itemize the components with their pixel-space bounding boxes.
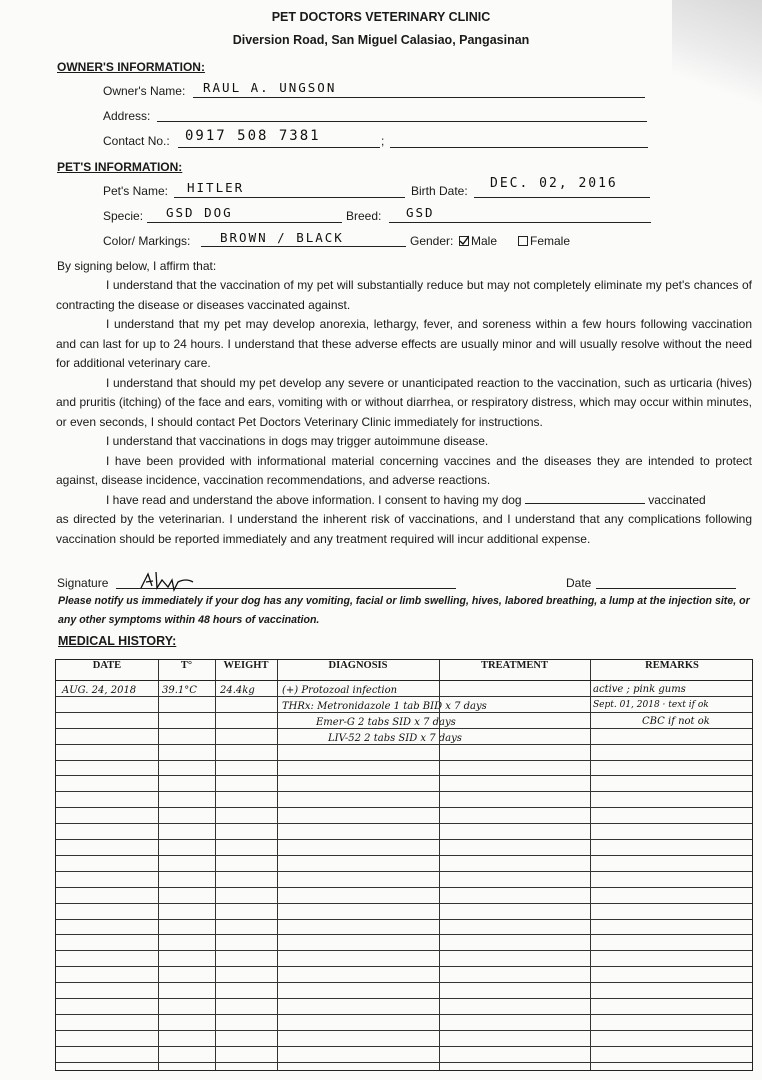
table-column-rule bbox=[439, 660, 440, 1070]
female-label: Female bbox=[530, 234, 571, 248]
col-header-remarks: REMARKS bbox=[645, 660, 699, 671]
color-label: Color/ Markings: bbox=[103, 234, 191, 248]
table-row-rule bbox=[56, 775, 752, 776]
owner-name-line bbox=[193, 97, 645, 98]
table-row-rule bbox=[56, 1014, 752, 1015]
col-header-date: DATE bbox=[92, 660, 122, 671]
medical-history-table bbox=[55, 659, 753, 1071]
entry-remarks-3[interactable]: CBC if not ok bbox=[642, 716, 710, 727]
table-column-rule bbox=[590, 660, 591, 1070]
birth-date-line bbox=[474, 197, 650, 198]
entry-date[interactable]: AUG. 24, 2018 bbox=[62, 685, 137, 696]
address-line bbox=[157, 121, 647, 122]
gender-female-option[interactable] bbox=[518, 234, 570, 248]
table-row-rule bbox=[56, 1046, 752, 1047]
color-line bbox=[201, 246, 406, 247]
pet-name-line bbox=[174, 197, 405, 198]
table-column-rule bbox=[277, 660, 278, 1070]
entry-treatment-3[interactable]: LIV-52 2 tabs SID x 7 days bbox=[328, 733, 462, 744]
col-header-treatment: TREATMENT bbox=[481, 660, 548, 671]
table-row-rule bbox=[56, 855, 752, 856]
pet-name-label: Pet's Name: bbox=[103, 184, 168, 198]
table-row-rule bbox=[56, 919, 752, 920]
color-field[interactable]: BROWN / BLACK bbox=[220, 230, 344, 245]
consent-p4: I understand that vaccinations in dogs may trigger autoimmune disease. bbox=[106, 434, 489, 448]
table-row-rule bbox=[56, 966, 752, 967]
table-column-rule bbox=[158, 660, 159, 1070]
specie-field[interactable]: GSD DOG bbox=[166, 205, 233, 220]
consent-p6c: as directed by the veterinarian. I understand the inherent risk of vaccinations, and I understand that any complications following vaccination should be reported immediately and any treatment required will incur additional expense. bbox=[56, 512, 752, 546]
contact-field[interactable]: 0917 508 7381 bbox=[185, 128, 321, 144]
contact-label: Contact No.: bbox=[103, 134, 170, 148]
table-row-rule bbox=[56, 982, 752, 983]
entry-remarks-2[interactable]: Sept. 01, 2018 · text if ok bbox=[593, 700, 709, 710]
contact-line-1 bbox=[178, 147, 380, 148]
gender-male-option[interactable] bbox=[459, 234, 497, 248]
entry-temp[interactable]: 39.1°C bbox=[162, 685, 197, 696]
table-row-rule bbox=[56, 791, 752, 792]
male-checkbox-checked[interactable] bbox=[459, 236, 469, 246]
col-header-diagnosis: DIAGNOSIS bbox=[328, 660, 388, 671]
table-row-rule bbox=[56, 1062, 752, 1063]
entry-diagnosis[interactable]: (+) Protozoal infection bbox=[282, 685, 398, 696]
table-row-rule bbox=[56, 1030, 752, 1031]
signature-label: Signature bbox=[57, 576, 109, 590]
breed-line bbox=[389, 222, 651, 223]
female-checkbox[interactable] bbox=[518, 236, 528, 246]
consent-p1: I understand that the vaccination of my pet will substantially reduce but may not completely eliminate my pet's chances of contracting the disease or diseases vaccinated against. bbox=[56, 278, 752, 312]
owner-section-title: OWNER'S INFORMATION: bbox=[57, 60, 205, 74]
consent-p6b: vaccinated bbox=[648, 492, 706, 507]
check-mark-icon bbox=[459, 235, 469, 245]
table-row-rule bbox=[56, 871, 752, 872]
signature-scribble[interactable] bbox=[138, 568, 198, 594]
table-row-rule bbox=[56, 807, 752, 808]
owner-name-label: Owner's Name: bbox=[103, 84, 186, 98]
birth-date-label: Birth Date: bbox=[411, 184, 468, 198]
table-row-rule bbox=[56, 696, 752, 697]
col-header-weight: WEIGHT bbox=[223, 660, 269, 671]
consent-p3: I understand that should my pet develop any severe or unanticipated reaction to the vaccination, such as urticaria (hives) and pruritis (itching) of the face and ears, vomiting with or without diarrhea, or respiratory distress, which may occur within minutes, or even seconds, I should contact Pet Doctors Veterinary Clinic immediately for instructions. bbox=[56, 375, 752, 429]
table-row-rule bbox=[56, 728, 752, 729]
table-row-rule bbox=[56, 760, 752, 761]
consent-intro: By signing below, I affirm that: bbox=[57, 259, 217, 273]
entry-remarks-1[interactable]: active ; pink gums bbox=[593, 684, 686, 695]
table-row-rule bbox=[56, 934, 752, 935]
consent-p6a: I have read and understand the above information. I consent to having my dog bbox=[106, 492, 522, 507]
male-label: Male bbox=[471, 234, 498, 248]
entry-treatment-2[interactable]: Emer-G 2 tabs SID x 7 days bbox=[316, 717, 456, 728]
breed-field[interactable]: GSD bbox=[406, 205, 435, 220]
clinic-name: PET DOCTORS VETERINARY CLINIC bbox=[271, 10, 491, 24]
vaccine-blank-field[interactable] bbox=[525, 503, 645, 504]
consent-p5: I have been provided with informational material concerning vaccines and the diseases they are intended to protect against, disease incidence, vaccination recommendations, and adverse reactions. bbox=[56, 453, 752, 487]
col-header-temp: T° bbox=[180, 660, 193, 671]
breed-label: Breed: bbox=[346, 209, 382, 223]
consent-p2: I understand that my pet may develop anorexia, lethargy, fever, and soreness within a few hours following vaccination and can last for up to 24 hours. I understand that these adverse effects are usually minor and will usually resolve without the need for additional veterinary care. bbox=[56, 317, 752, 370]
clinic-address: Diversion Road, San Miguel Calasiao, Pangasinan bbox=[232, 33, 530, 47]
table-row-rule bbox=[56, 744, 752, 745]
table-row-rule bbox=[56, 887, 752, 888]
pet-name-field[interactable]: HITLER bbox=[187, 180, 245, 195]
consent-p6-line bbox=[56, 491, 752, 511]
table-row-rule bbox=[56, 903, 752, 904]
sign-date-line bbox=[596, 588, 736, 589]
medical-section-title: MEDICAL HISTORY: bbox=[58, 634, 177, 648]
notice-text: Please notify us immediately if your dog has any vomiting, facial or limb swelling, hives, labored breathing, a lump at the injection site, or any other symptoms within 48 hours of vaccination. bbox=[58, 595, 750, 626]
table-row-rule bbox=[56, 998, 752, 999]
contact-separator: ; bbox=[381, 134, 385, 148]
entry-treatment-1[interactable]: THRx: Metronidazole 1 tab BID x 7 days bbox=[282, 701, 487, 712]
pet-section-title: PET'S INFORMATION: bbox=[57, 160, 183, 174]
table-row-rule bbox=[56, 950, 752, 951]
contact-line-2 bbox=[390, 147, 648, 148]
birth-date-field[interactable]: DEC. 02, 2016 bbox=[490, 176, 618, 191]
table-column-rule bbox=[215, 660, 216, 1070]
table-row-rule bbox=[56, 680, 752, 681]
entry-weight[interactable]: 24.4kg bbox=[220, 685, 255, 696]
address-label: Address: bbox=[103, 109, 151, 123]
consent-body bbox=[56, 276, 752, 549]
table-row-rule bbox=[56, 839, 752, 840]
owner-name-field[interactable]: RAUL A. UNGSON bbox=[203, 80, 337, 95]
gender-label: Gender: bbox=[410, 234, 454, 248]
specie-label: Specie: bbox=[103, 209, 144, 223]
date-label: Date bbox=[566, 576, 592, 590]
table-row-rule bbox=[56, 823, 752, 824]
specie-line bbox=[147, 222, 342, 223]
table-row-rule bbox=[56, 712, 752, 713]
